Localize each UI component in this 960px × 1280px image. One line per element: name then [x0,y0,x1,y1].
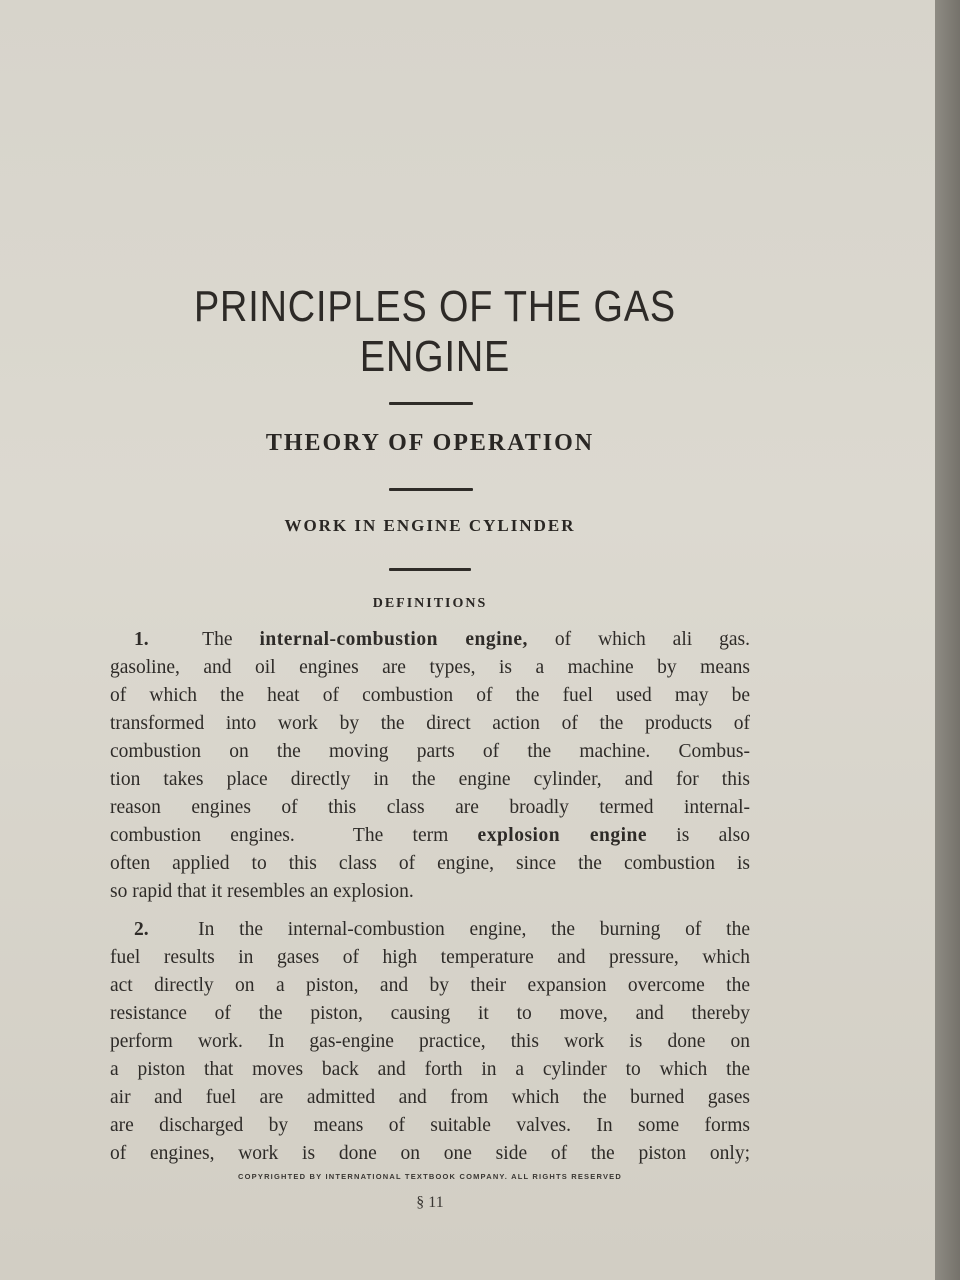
paragraph-1-line-7: reason engines of this class are broadly termed internal- [110,797,750,818]
paragraph-2-line-7: air and fuel are admitted and from which the burned gases [110,1087,750,1108]
copyright-notice: COPYRIGHTED BY INTERNATIONAL TEXTBOOK COMPANY. ALL RIGHTS RESERVED [238,1172,622,1181]
adjacent-page-edge [935,0,960,1280]
paragraph-2-line-9: of engines, work is done on one side of the piston only; [110,1143,750,1164]
section-divider [389,488,473,491]
paragraph-1-line-8: combustion engines. The term explosion engine is also [110,825,750,846]
paragraph-2-line-1-text: In the internal-combustion engine, the burning of the [198,919,750,940]
paragraph-1-line-9: often applied to this class of engine, since the combustion is [110,853,750,874]
paragraph-2-line-4: resistance of the piston, causing it to move, and thereby [110,1003,750,1024]
subsection-divider [389,568,471,571]
paragraph-1-line-5: combustion on the moving parts of the machine. Combus- [110,741,750,762]
page-number: § 11 [416,1194,444,1211]
paragraph-2-line-3: act directly on a piston, and by their expansion overcome the [110,975,750,996]
paragraph-1-line-3: of which the heat of combustion of the fuel used may be [110,685,750,706]
section-heading: THEORY OF OPERATION [265,430,595,456]
title-divider [389,402,473,405]
paragraph-2-line-6: a piston that moves back and forth in a cylinder to which the [110,1059,750,1080]
paragraph-1-number: 1. [134,629,149,650]
definitions-heading: DEFINITIONS [372,596,488,611]
paragraph-2-line-1 [110,916,750,944]
paragraph-1-line-10: so rapid that it resembles an explosion. [110,881,414,902]
page-title-line-2: ENGINE [359,332,511,381]
paragraph-2-line-5: perform work. In gas-engine practice, this work is done on [110,1031,750,1052]
page-title-line-1: PRINCIPLES OF THE GAS [193,282,677,331]
paragraph-2-line-8: are discharged by means of suitable valves. In some forms [110,1115,750,1136]
paragraph-2-number: 2. [134,919,149,940]
subsection-heading: WORK IN ENGINE CYLINDER [284,516,576,535]
paragraph-1-line-6: tion takes place directly in the engine cylinder, and for this [110,769,750,790]
paragraph-1-line-1: 1. The internal-combustion engine, of which ali gas. [134,629,750,650]
paragraph-1-line-2: gasoline, and oil engines are types, is a machine by means [110,657,750,678]
paragraph-2-line-2: fuel results in gases of high temperature and pressure, which [110,947,750,968]
paragraph-1-line-4: transformed into work by the direct action of the products of [110,713,750,734]
